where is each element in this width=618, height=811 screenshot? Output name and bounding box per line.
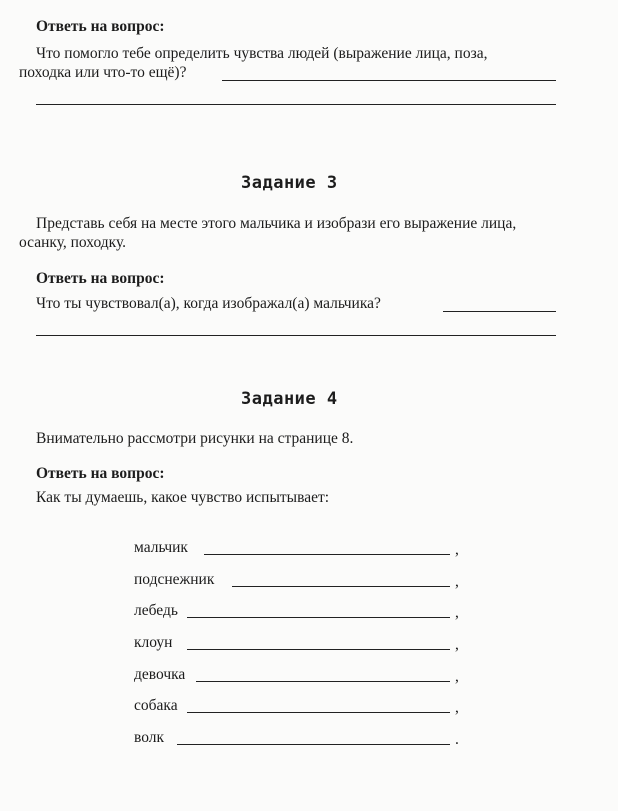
- task-3-question: Что ты чувствовал(а), когда изображал(а) мальчика?: [36, 295, 381, 312]
- answer-heading-2: Ответь на вопрос:: [36, 270, 165, 287]
- item-answer-line[interactable]: [187, 712, 450, 713]
- task-3-text-line-2: осанку, походку.: [19, 234, 127, 251]
- item-answer-line[interactable]: [196, 681, 450, 682]
- item-label: лебедь: [134, 602, 178, 619]
- item-punctuation: ,: [455, 573, 459, 590]
- item-answer-line[interactable]: [187, 649, 450, 650]
- item-label: подснежник: [134, 571, 215, 588]
- answer-line-1a[interactable]: [222, 80, 556, 81]
- item-label: собака: [134, 697, 178, 714]
- answer-heading-1: Ответь на вопрос:: [36, 18, 165, 35]
- item-label: клоун: [134, 634, 173, 651]
- item-punctuation: ,: [455, 699, 459, 716]
- answer-line-3a[interactable]: [443, 311, 556, 312]
- item-answer-line[interactable]: [204, 554, 450, 555]
- answer-line-3b[interactable]: [36, 335, 556, 336]
- task-4-text: Внимательно рассмотри рисунки на странице 8.: [36, 430, 354, 447]
- task-3-text-line-1: Представь себя на месте этого мальчика и изобрази его выражение лица,: [36, 215, 517, 232]
- task-4-title: Задание 4: [241, 389, 338, 409]
- answer-line-1b[interactable]: [36, 104, 556, 105]
- item-punctuation: ,: [455, 541, 459, 558]
- task-4-question: Как ты думаешь, какое чувство испытывает:: [36, 489, 330, 506]
- answer-heading-3: Ответь на вопрос:: [36, 465, 165, 482]
- item-answer-line[interactable]: [177, 744, 450, 745]
- item-punctuation: .: [455, 731, 459, 748]
- item-punctuation: ,: [455, 636, 459, 653]
- item-punctuation: ,: [455, 668, 459, 685]
- item-answer-line[interactable]: [232, 586, 450, 587]
- item-label: волк: [134, 729, 165, 746]
- item-answer-line[interactable]: [187, 617, 450, 618]
- item-punctuation: ,: [455, 604, 459, 621]
- question-1-line-1: Что помогло тебе определить чувства людей (выражение лица, поза,: [36, 45, 488, 62]
- task-3-title: Задание 3: [241, 173, 338, 193]
- item-label: мальчик: [134, 539, 188, 556]
- item-label: девочка: [134, 666, 186, 683]
- question-1-line-2: походка или что-то ещё)?: [19, 64, 187, 81]
